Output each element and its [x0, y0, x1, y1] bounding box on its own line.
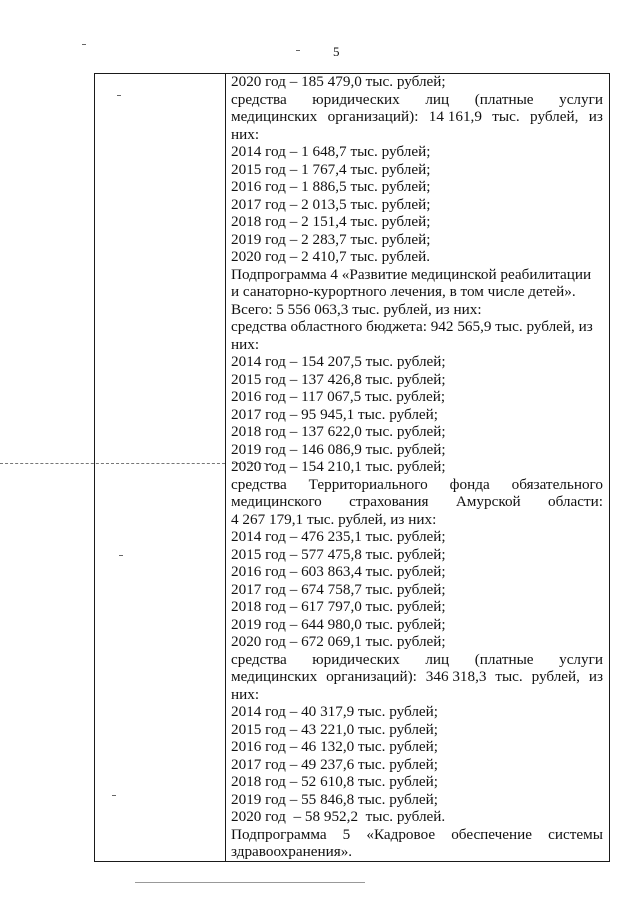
year-line: 2014 год – 154 207,5 тыс. рублей;	[231, 353, 446, 370]
subprogram4-total: Всего: 5 556 063,3 тыс. рублей, из них:	[231, 300, 482, 318]
legal-entities-total-line: медицинских организаций): 346 318,3 тыс. рублей, из	[231, 668, 603, 685]
year-line: 2014 год – 40 317,9 тыс. рублей;	[231, 703, 439, 720]
insurance-fund-total: 4 267 179,1 тыс. рублей, из них:	[231, 510, 437, 528]
year-line: 2020 год – 154 210,1 тыс. рублей;	[231, 458, 446, 475]
year-line: 2018 год – 2 151,4 тыс. рублей;	[231, 213, 431, 230]
year-line: 2020 год – 672 069,1 тыс. рублей;	[231, 633, 446, 650]
scan-mark-left-3	[112, 795, 116, 796]
year-line: 2018 год – 52 610,8 тыс. рублей;	[231, 773, 439, 790]
fold-line-left	[0, 463, 225, 465]
bottom-edge-mark	[135, 882, 365, 883]
insurance-fund-line: средства Территориального фонда обязательного	[231, 475, 603, 493]
subprogram4-title: и санаторно-курортного лечения, в том числе детей».	[231, 283, 576, 300]
year-line: 2019 год – 146 086,9 тыс. рублей;	[231, 440, 446, 458]
scan-mark-left-2	[119, 555, 123, 556]
text-line: них:	[231, 335, 260, 353]
legal-entities-line: средства юридических лиц (платные услуги	[231, 90, 603, 108]
year-line: 2016 год – 117 067,5 тыс. рублей;	[231, 388, 446, 405]
year-line: 2019 год – 2 283,7 тыс. рублей;	[231, 230, 431, 248]
year-line: 2019 год – 644 980,0 тыс. рублей;	[231, 615, 446, 633]
year-line: 2017 год – 674 758,7 тыс. рублей;	[231, 580, 446, 598]
scan-mark-left-1	[117, 95, 121, 96]
text-line: них:	[231, 125, 260, 143]
year-line: 2016 год – 46 132,0 тыс. рублей;	[231, 738, 439, 755]
subprogram4-title: Подпрограмма 4 «Развитие медицинской реабилитации	[231, 265, 592, 283]
year-line: 2015 год – 137 426,8 тыс. рублей;	[231, 370, 446, 388]
year-line: 2017 год – 95 945,1 тыс. рублей;	[231, 405, 439, 423]
year-line: 2016 год – 1 886,5 тыс. рублей;	[231, 178, 431, 195]
text-line: 2020 год – 185 479,0 тыс. рублей;	[231, 73, 446, 90]
subprogram5-title: Подпрограмма 5 «Кадровое обеспечение системы	[231, 825, 603, 843]
year-line: 2014 год – 476 235,1 тыс. рублей;	[231, 528, 446, 545]
year-line: 2016 год – 603 863,4 тыс. рублей;	[231, 563, 446, 580]
year-line: 2015 год – 577 475,8 тыс. рублей;	[231, 545, 446, 563]
table-column-divider	[225, 73, 226, 862]
regional-budget-line: средства областного бюджета: 942 565,9 тыс. рублей, из	[231, 318, 593, 335]
text-line: них:	[231, 685, 260, 703]
year-line: 2014 год – 1 648,7 тыс. рублей;	[231, 143, 431, 160]
year-line: 2017 год – 49 237,6 тыс. рублей;	[231, 755, 439, 773]
funding-text-column	[231, 73, 603, 861]
page-number: 5	[333, 44, 340, 59]
insurance-fund-line: медицинского страхования Амурской области:	[231, 493, 603, 510]
year-line: 2015 год – 1 767,4 тыс. рублей;	[231, 160, 431, 178]
subprogram5-title: здравоохранения».	[231, 843, 353, 860]
year-line: 2020 год – 58 952,2 тыс. рублей.	[231, 808, 446, 825]
year-line: 2018 год – 617 797,0 тыс. рублей;	[231, 598, 446, 615]
legal-entities-total-line: медицинских организаций): 14 161,9 тыс. рублей, из	[231, 108, 603, 125]
legal-entities-line: средства юридических лиц (платные услуги	[231, 650, 603, 668]
year-line: 2020 год – 2 410,7 тыс. рублей.	[231, 248, 431, 265]
year-line: 2017 год – 2 013,5 тыс. рублей;	[231, 195, 431, 213]
year-line: 2018 год – 137 622,0 тыс. рублей;	[231, 423, 446, 440]
year-line: 2015 год – 43 221,0 тыс. рублей;	[231, 720, 439, 738]
scan-mark-top-left	[82, 44, 86, 45]
scan-mark-top-mid	[296, 50, 300, 51]
year-line: 2019 год – 55 846,8 тыс. рублей;	[231, 790, 439, 808]
